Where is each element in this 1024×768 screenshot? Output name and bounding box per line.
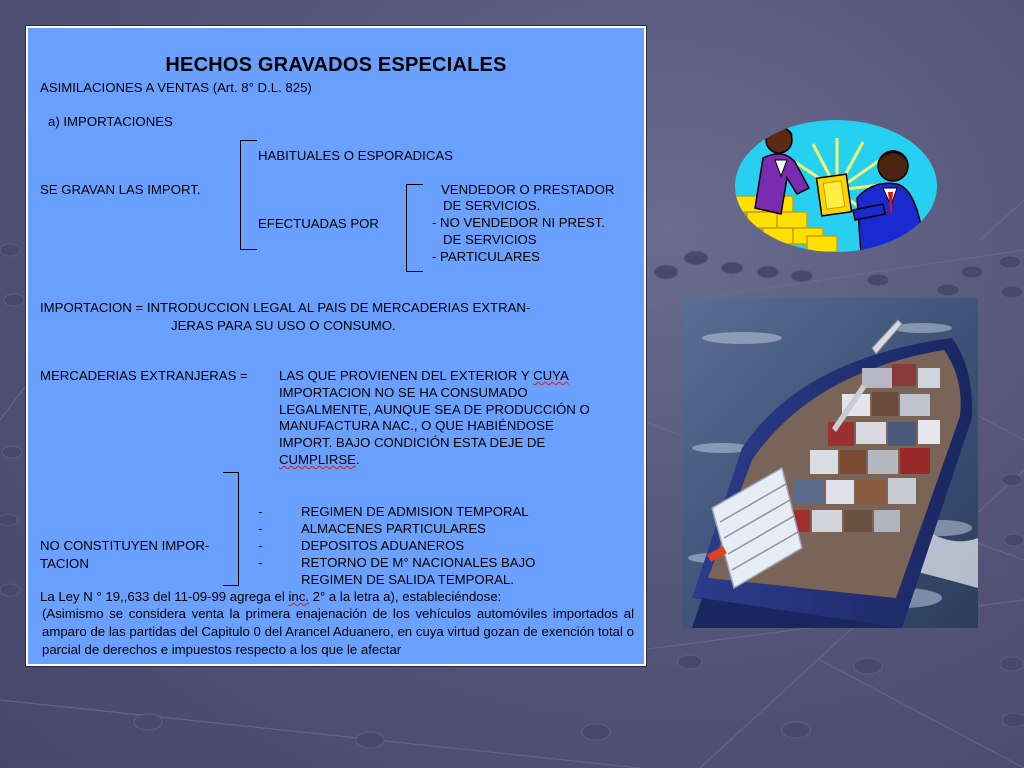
content-panel bbox=[26, 26, 646, 666]
left-bracket bbox=[240, 140, 241, 250]
mercaderias-line-6: CUMPLIRSE. bbox=[279, 452, 360, 467]
ley-line: La Ley N ° 19,,633 del 11-09-99 agrega el inc. 2° a la letra a), estableciéndose: bbox=[40, 589, 502, 604]
no-vendedor-line-1: - NO VENDEDOR NI PREST. bbox=[432, 215, 605, 230]
regimen-dash: - bbox=[258, 504, 263, 519]
slide-title: HECHOS GRAVADOS ESPECIALES bbox=[165, 54, 507, 76]
regimen-item: RETORNO DE M° NACIONALES BAJO bbox=[301, 555, 536, 570]
habituales-text: HABITUALES O ESPORADICAS bbox=[258, 148, 453, 163]
regimen-dash: - bbox=[258, 521, 263, 536]
regimen-dash: - bbox=[258, 555, 263, 570]
mercaderias-line-3: LEGALMENTE, AUNQUE SEA DE PRODUCCIÓN O bbox=[279, 402, 590, 417]
subtitle: ASIMILACIONES A VENTAS (Art. 8° D.L. 825) bbox=[40, 80, 312, 95]
regimen-item: ALMACENES PARTICULARES bbox=[301, 521, 486, 536]
no-vendedor-line-2: DE SERVICIOS bbox=[443, 232, 537, 247]
mercaderias-line-2: IMPORTACION NO SE HA CONSUMADO bbox=[279, 385, 528, 400]
regimen-item: DEPOSITOS ADUANEROS bbox=[301, 538, 465, 553]
particulares-text: - PARTICULARES bbox=[432, 249, 540, 264]
no-constituyen-line-1: NO CONSTITUYEN IMPOR- bbox=[40, 538, 210, 553]
section-a-label: a) IMPORTACIONES bbox=[48, 114, 173, 129]
vendedor-line-1: VENDEDOR O PRESTADOR bbox=[441, 182, 615, 197]
importacion-line-1: IMPORTACION = INTRODUCCION LEGAL AL PAIS DE MERCADERIAS EXTRAN- bbox=[40, 300, 531, 315]
efectuadas-text: EFECTUADAS POR bbox=[258, 216, 379, 231]
vendedor-line-2: DE SERVICIOS. bbox=[443, 198, 541, 213]
regimen-item: REGIMEN DE ADMISION TEMPORAL bbox=[301, 504, 529, 519]
mercaderias-line-1: LAS QUE PROVIENEN DEL EXTERIOR Y CUYA bbox=[279, 368, 569, 383]
regimen-last: REGIMEN DE SALIDA TEMPORAL. bbox=[301, 572, 515, 587]
importacion-line-2: JERAS PARA SU USO O CONSUMO. bbox=[171, 318, 396, 333]
mercaderias-line-5: IMPORT. BAJO CONDICIÓN ESTA DEJE DE bbox=[279, 435, 546, 450]
mercaderias-label: MERCADERIAS EXTRANJERAS = bbox=[40, 368, 248, 383]
asimismo-paragraph: (Asimismo se considera venta la primera enajenación de los vehículos automóviles importados al amparo de las partidas del Capitulo 0 del Arancel Aduanero, en cuya virtud gozan de exención total o parcial de derechos e impuestos respecto a los que le afectar bbox=[42, 606, 634, 657]
regimen-dash: - bbox=[258, 538, 263, 553]
no-constituyen-line-2: TACION bbox=[40, 556, 89, 571]
regimen-bracket bbox=[238, 472, 239, 586]
se-gravan-text: SE GRAVAN LAS IMPORT. bbox=[40, 182, 201, 197]
inner-bracket bbox=[406, 184, 407, 272]
mercaderias-line-4: MANUFACTURA NAC., O QUE HABIÉNDOSE bbox=[279, 418, 554, 433]
container-ship-photo bbox=[682, 298, 978, 628]
business-handshake-clipart bbox=[733, 118, 939, 254]
